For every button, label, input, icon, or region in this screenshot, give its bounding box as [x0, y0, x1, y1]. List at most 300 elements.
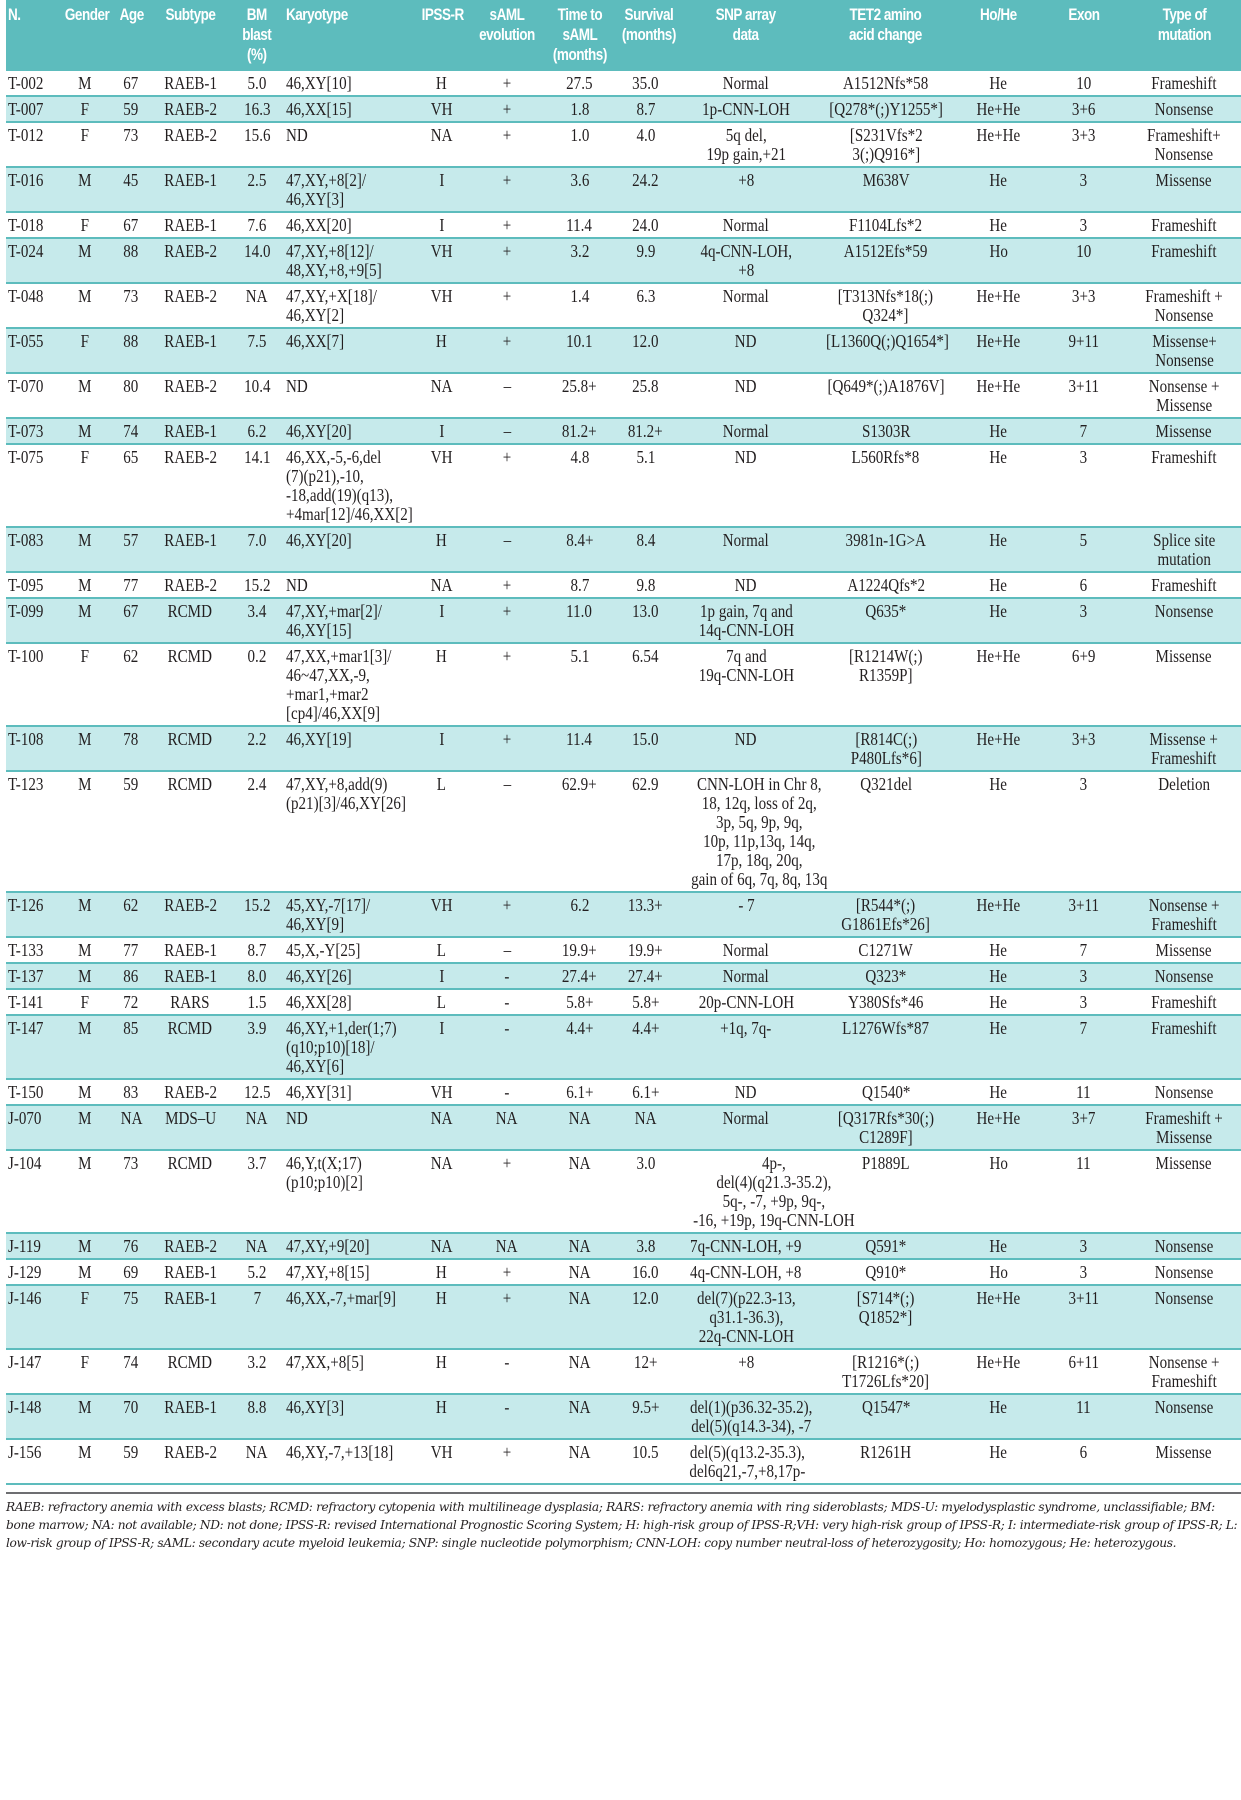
- cell-subtype: [151, 892, 230, 937]
- cell-value: J-129: [8, 1262, 42, 1282]
- cell-ipss-r: [415, 989, 469, 1015]
- cell-gender: [58, 122, 112, 167]
- cell-karyotype: [284, 726, 414, 771]
- cell-karyotype: [284, 283, 414, 328]
- cell-value: 57: [123, 530, 139, 550]
- cell-value: T-012: [8, 125, 44, 145]
- cell-value: 59: [123, 99, 139, 119]
- cell-karyotype: [284, 572, 414, 598]
- cell-value: T-002: [8, 73, 44, 93]
- cell-n: [6, 167, 58, 212]
- cell-karyotype: [284, 1233, 414, 1259]
- cell-value: Deletion: [1158, 774, 1210, 794]
- cell-survival: [614, 527, 678, 572]
- cell-value: Missense: [1155, 421, 1213, 441]
- cell-value: I: [439, 421, 445, 441]
- cell-n: [6, 122, 58, 167]
- cell-value: He: [989, 774, 1008, 794]
- cell-value: NA: [568, 1288, 591, 1308]
- table-row: [6, 1439, 1241, 1484]
- cell-survival: [614, 1394, 678, 1439]
- cell-age: [112, 1439, 151, 1484]
- cell-value: 10.1: [566, 331, 593, 351]
- cell-age: [112, 598, 151, 643]
- cell-subtype: [151, 373, 230, 418]
- cell-value: 76: [123, 1236, 139, 1256]
- cell-value: F: [80, 1352, 89, 1372]
- cell-type: [1127, 1439, 1241, 1484]
- cell-gender: [58, 1150, 112, 1233]
- cell-value: 46,XY[31]: [286, 1082, 353, 1102]
- cell-tet2: [814, 963, 957, 989]
- cell-value: RCMD: [168, 1153, 213, 1173]
- cell-bm-blast: [230, 1233, 285, 1259]
- cell-tet2: [814, 373, 957, 418]
- cell-value: +: [502, 170, 512, 190]
- cell-snp: [678, 572, 815, 598]
- cell-value: 45,XY,-7[17]/ 46,XY[9]: [286, 895, 371, 934]
- cell-value: 15.2: [243, 575, 271, 595]
- cell-snp: [678, 283, 815, 328]
- cell-tet2: [814, 1439, 957, 1484]
- cell-hohe: [957, 1439, 1040, 1484]
- cell-bm-blast: [230, 572, 285, 598]
- table-row: [6, 283, 1241, 328]
- cell-value: NA: [246, 1108, 268, 1128]
- cell-exon: [1040, 1349, 1127, 1394]
- cell-value: 10: [1076, 241, 1092, 261]
- cell-value: 5.8+: [632, 992, 660, 1012]
- cell-karyotype: [284, 892, 414, 937]
- cell-value: 6.1+: [632, 1082, 660, 1102]
- cell-snp: [678, 726, 815, 771]
- cell-value: 62: [123, 895, 139, 915]
- cell-value: T-099: [8, 601, 44, 621]
- cell-value: ND: [735, 575, 757, 595]
- cell-n: [6, 989, 58, 1015]
- cell-value: M: [77, 966, 92, 986]
- cell-gender: [58, 167, 112, 212]
- cell-type: [1127, 726, 1241, 771]
- cell-exon: [1040, 1285, 1127, 1349]
- cell-n: [6, 1394, 58, 1439]
- cell-value: 10.4: [243, 376, 271, 396]
- column-header-bm-blast: [230, 0, 285, 71]
- cell-value: VH: [430, 241, 453, 261]
- cell-ipss-r: [415, 1233, 469, 1259]
- cell-value: 3.2: [247, 1352, 267, 1372]
- column-header-label: BM blast (%): [242, 6, 272, 64]
- cell-value: 6+11: [1068, 1352, 1099, 1372]
- cell-karyotype: [284, 122, 414, 167]
- column-header-gender: [58, 0, 112, 71]
- cell-exon: [1040, 989, 1127, 1015]
- cell-exon: [1040, 1394, 1127, 1439]
- cell-value: RCMD: [168, 1018, 213, 1038]
- cell-bm-blast: [230, 1150, 285, 1233]
- cell-value: Nonsense: [1154, 1397, 1214, 1417]
- cell-bm-blast: [230, 527, 285, 572]
- cell-snp: [678, 771, 828, 892]
- cell-bm-blast: [230, 771, 285, 892]
- cell-hohe: [957, 238, 1040, 283]
- cell-bm-blast: [230, 328, 285, 373]
- cell-hohe: [957, 1105, 1040, 1150]
- cell-ipss-r: [415, 892, 469, 937]
- cell-ipss-r: [415, 418, 469, 444]
- cell-hohe: [957, 598, 1040, 643]
- cell-value: [T313Nfs*18(;) Q324*]: [838, 286, 934, 325]
- cell-tet2: [814, 238, 957, 283]
- cell-ipss-r: [415, 963, 469, 989]
- cell-survival: [614, 937, 678, 963]
- cell-value: –: [503, 376, 511, 396]
- cell-tet2: [814, 771, 957, 892]
- footnote: RAEB: refractory anemia with excess blasts; RCMD: refractory cytopenia with multilineage dysplasia; RARS: refractory anemia with ring sideroblasts; MDS-U: myelodysplastic syndrome, unclassifiable; BM: bone marrow; NA: not available; ND: not done; IPSS-R: revised International Prognostic Scoring System; H: high-risk group of IPSS-R;VH: very high-risk group of IPSS-R; I: intermediate-risk group of IPSS-R; L: low-risk group of IPSS-R; sAML: secondary acute myeloid leukemia; SNP: single nucleotide polymorphism; CNN-LOH: copy number neutral-loss of heterozygosity; Ho: homozygous; He: heterozygous.: [6, 1500, 1238, 1550]
- cell-karyotype: [284, 418, 414, 444]
- cell-value: RAEB-2: [163, 575, 217, 595]
- cell-subtype: [151, 167, 230, 212]
- cell-bm-blast: [230, 212, 285, 238]
- cell-value: –: [503, 940, 511, 960]
- cell-value: J-119: [8, 1236, 41, 1256]
- cell-snp: [678, 1394, 815, 1439]
- cell-value: RAEB-2: [163, 895, 217, 915]
- cell-age: [112, 418, 151, 444]
- cell-value: M: [77, 421, 92, 441]
- cell-value: T-100: [8, 646, 44, 666]
- cell-value: 13.3+: [628, 895, 664, 915]
- cell-value: 81.2+: [562, 421, 597, 441]
- cell-value: NA: [496, 1108, 518, 1128]
- cell-value: He: [989, 1397, 1008, 1417]
- cell-value: M: [77, 530, 92, 550]
- cell-value: 27.5: [566, 73, 593, 93]
- cell-survival: [614, 96, 678, 122]
- cell-hohe: [957, 726, 1040, 771]
- cell-age: [112, 572, 151, 598]
- cell-karyotype: [284, 1105, 414, 1150]
- cell-value: del(1)(p36.32-35.2), del(5)(q14.3-34), -7: [689, 1397, 813, 1436]
- cell-type: [1127, 937, 1241, 963]
- cell-gender: [58, 238, 112, 283]
- cell-value: 67: [123, 215, 139, 235]
- cell-value: A1512Efs*59: [844, 241, 928, 261]
- cell-value: 4.0: [636, 125, 656, 145]
- cell-survival: [614, 1105, 678, 1150]
- cell-value: 6+9: [1071, 646, 1096, 666]
- cell-value: 6.3: [636, 286, 656, 306]
- cell-value: 13.0: [632, 601, 659, 621]
- cell-karyotype: [284, 212, 414, 238]
- cell-value: RAEB-1: [163, 331, 217, 351]
- cell-value: +8: [738, 170, 755, 190]
- cell-value: Normal: [723, 421, 770, 441]
- cell-type: [1127, 1233, 1241, 1259]
- cell-value: VH: [430, 1082, 453, 1102]
- cell-subtype: [151, 96, 230, 122]
- cell-value: F: [80, 215, 89, 235]
- cell-value: 16.3: [243, 99, 271, 119]
- cell-value: 7: [1079, 940, 1088, 960]
- column-header-label: Survival (months): [621, 6, 676, 44]
- column-header-label: sAML evolution: [479, 6, 535, 44]
- cell-value: 73: [123, 1153, 139, 1173]
- cell-survival: [614, 238, 678, 283]
- cell-value: 67: [123, 601, 139, 621]
- table-row: [6, 328, 1241, 373]
- cell-value: Frameshift + Missense: [1145, 1108, 1223, 1147]
- column-header-subtype: [151, 0, 230, 71]
- cell-tet2: [814, 643, 957, 726]
- cell-value: 8.4+: [565, 530, 594, 550]
- cell-ipss-r: [415, 238, 469, 283]
- cell-value: 7.0: [247, 530, 267, 550]
- cell-type: [1127, 963, 1241, 989]
- cell-value: H: [436, 331, 448, 351]
- cell-value: VH: [430, 286, 453, 306]
- cell-value: 6.2: [570, 895, 589, 915]
- cell-value: -: [504, 1397, 510, 1417]
- cell-value: RAEB-2: [163, 376, 217, 396]
- cell-time-to-saml: [545, 71, 613, 96]
- column-header-label: Time to sAML (months): [553, 6, 608, 64]
- cell-karyotype: [284, 598, 414, 643]
- cell-value: 47,XY,+X[18]/ 46,XY[2]: [286, 286, 378, 325]
- tet2-mutation-table: [6, 0, 1241, 1485]
- cell-snp: [678, 1233, 815, 1259]
- cell-bm-blast: [230, 418, 285, 444]
- cell-value: [L1360Q(;)Q1654*]: [826, 331, 950, 351]
- cell-value: 12.5: [243, 1082, 271, 1102]
- cell-n: [6, 283, 58, 328]
- cell-value: M: [77, 1397, 92, 1417]
- cell-value: 62.9: [632, 774, 659, 794]
- cell-value: 47,XY,+8,add(9) (p21)[3]/46,XY[26]: [286, 774, 407, 813]
- cell-value: 7.6: [247, 215, 267, 235]
- column-header-label: Age: [119, 6, 144, 24]
- cell-value: T-083: [8, 530, 44, 550]
- cell-ipss-r: [415, 726, 469, 771]
- cell-age: [112, 643, 151, 726]
- cell-time-to-saml: [545, 444, 613, 527]
- table-row: [6, 71, 1241, 96]
- cell-n: [6, 418, 58, 444]
- cell-value: Normal: [723, 966, 770, 986]
- cell-bm-blast: [230, 1285, 285, 1349]
- cell-hohe: [957, 418, 1040, 444]
- cell-value: 3.9: [247, 1018, 267, 1038]
- cell-tet2: [814, 989, 957, 1015]
- column-header-label: Gender: [64, 6, 110, 24]
- cell-value: 62: [123, 646, 139, 666]
- cell-age: [112, 283, 151, 328]
- cell-value: 1p gain, 7q and 14q-CNN-LOH: [698, 601, 794, 640]
- cell-type: [1127, 418, 1241, 444]
- cell-subtype: [151, 71, 230, 96]
- cell-value: H: [436, 646, 448, 666]
- column-header-label: SNP array data: [716, 6, 777, 44]
- cell-subtype: [151, 418, 230, 444]
- cell-value: 46,XY[20]: [286, 421, 353, 441]
- cell-ipss-r: [415, 122, 469, 167]
- cell-snp: [678, 1105, 815, 1150]
- cell-karyotype: [284, 444, 414, 527]
- cell-ipss-r: [415, 373, 469, 418]
- cell-gender: [58, 96, 112, 122]
- cell-value: 2.5: [247, 170, 267, 190]
- cell-exon: [1040, 1233, 1127, 1259]
- cell-value: 72: [123, 992, 139, 1012]
- cell-karyotype: [284, 167, 414, 212]
- cell-bm-blast: [230, 598, 285, 643]
- cell-value: 1.5: [247, 992, 267, 1012]
- cell-value: 1.0: [570, 125, 589, 145]
- cell-subtype: [151, 963, 230, 989]
- cell-saml-evolution: [469, 238, 546, 283]
- table-row: [6, 1150, 1241, 1233]
- cell-value: 3+11: [1068, 1288, 1099, 1308]
- cell-value: 46,XX[7]: [286, 331, 345, 351]
- cell-value: 46,XY[19]: [286, 729, 353, 749]
- cell-value: NA: [634, 1108, 657, 1128]
- cell-value: S1303R: [861, 421, 911, 441]
- cell-value: RAEB-2: [163, 1442, 217, 1462]
- footnote-divider: [6, 1492, 1241, 1494]
- cell-age: [112, 212, 151, 238]
- cell-bm-blast: [230, 1105, 285, 1150]
- cell-gender: [58, 937, 112, 963]
- cell-value: M: [77, 774, 92, 794]
- cell-value: 3.0: [636, 1153, 656, 1173]
- cell-gender: [58, 212, 112, 238]
- cell-survival: [614, 1285, 678, 1349]
- cell-type: [1127, 1079, 1241, 1105]
- cell-value: 9.5+: [632, 1397, 660, 1417]
- cell-value: 19.9+: [628, 940, 664, 960]
- cell-exon: [1040, 418, 1127, 444]
- cell-value: P1889L: [861, 1153, 910, 1173]
- cell-gender: [58, 1079, 112, 1105]
- cell-saml-evolution: [469, 963, 546, 989]
- cell-subtype: [151, 328, 230, 373]
- cell-snp: [678, 1150, 855, 1233]
- cell-value: I: [439, 215, 445, 235]
- cell-value: H: [436, 1352, 448, 1372]
- cell-survival: [614, 1233, 678, 1259]
- cell-hohe: [957, 963, 1040, 989]
- cell-snp: [678, 328, 815, 373]
- table-row: [6, 989, 1241, 1015]
- column-header-snp: [678, 0, 815, 71]
- cell-value: He+He: [976, 729, 1021, 749]
- cell-saml-evolution: [469, 71, 546, 96]
- cell-value: 46,Y,t(X;17) (p10;p10)[2]: [286, 1153, 364, 1192]
- column-header-label: N.: [8, 6, 21, 24]
- cell-tet2: [814, 892, 957, 937]
- cell-saml-evolution: [469, 328, 546, 373]
- cell-snp: [678, 238, 815, 283]
- cell-ipss-r: [415, 1105, 469, 1150]
- cell-value: 8.7: [570, 575, 589, 595]
- cell-age: [112, 328, 151, 373]
- cell-hohe: [957, 212, 1040, 238]
- cell-n: [6, 1015, 58, 1079]
- cell-value: 83: [123, 1082, 139, 1102]
- cell-age: [112, 96, 151, 122]
- cell-value: - 7: [737, 895, 755, 915]
- cell-time-to-saml: [545, 1349, 613, 1394]
- cell-value: 35.0: [632, 73, 659, 93]
- cell-age: [112, 167, 151, 212]
- cell-survival: [614, 122, 678, 167]
- cell-exon: [1040, 238, 1127, 283]
- cell-n: [6, 937, 58, 963]
- cell-survival: [614, 643, 678, 726]
- cell-gender: [58, 328, 112, 373]
- cell-value: 3.8: [636, 1236, 656, 1256]
- cell-value: +: [502, 646, 512, 666]
- cell-value: T-018: [8, 215, 44, 235]
- column-header-type: [1127, 0, 1241, 71]
- cell-saml-evolution: [469, 373, 546, 418]
- cell-value: 47,XY,+8[12]/ 48,XY,+8,+9[5]: [286, 241, 383, 280]
- cell-value: 46,XX[15]: [286, 99, 353, 119]
- cell-value: +: [502, 73, 512, 93]
- cell-exon: [1040, 892, 1127, 937]
- cell-value: 27.4+: [562, 966, 597, 986]
- cell-value: 47,XY,+mar[2]/ 46,XY[15]: [286, 601, 383, 640]
- cell-age: [112, 989, 151, 1015]
- cell-hohe: [957, 444, 1040, 527]
- cell-type: [1127, 1259, 1241, 1285]
- cell-ipss-r: [415, 71, 469, 96]
- cell-hohe: [957, 1233, 1040, 1259]
- cell-value: 3: [1079, 992, 1088, 1012]
- cell-saml-evolution: [469, 283, 546, 328]
- cell-n: [6, 726, 58, 771]
- cell-value: Q591*: [865, 1236, 907, 1256]
- cell-value: ND: [735, 1082, 757, 1102]
- cell-age: [112, 1233, 151, 1259]
- cell-time-to-saml: [545, 771, 613, 892]
- cell-gender: [58, 373, 112, 418]
- cell-bm-blast: [230, 283, 285, 328]
- cell-tet2: [814, 726, 957, 771]
- cell-value: 46,XY[20]: [286, 530, 353, 550]
- cell-subtype: [151, 989, 230, 1015]
- cell-ipss-r: [415, 643, 469, 726]
- cell-time-to-saml: [545, 418, 613, 444]
- cell-value: J-104: [8, 1153, 42, 1173]
- cell-exon: [1040, 643, 1127, 726]
- cell-subtype: [151, 1439, 230, 1484]
- cell-value: Missense: [1155, 646, 1213, 666]
- cell-value: T-055: [8, 331, 44, 351]
- cell-value: 4q-CNN-LOH, +8: [700, 241, 792, 280]
- cell-tet2: [814, 444, 957, 527]
- cell-subtype: [151, 283, 230, 328]
- cell-snp: [678, 598, 815, 643]
- cell-gender: [58, 527, 112, 572]
- cell-n: [6, 572, 58, 598]
- cell-value: A1512Nfs*58: [843, 73, 929, 93]
- cell-value: 6: [1079, 575, 1088, 595]
- table-row: [6, 937, 1241, 963]
- cell-value: 6.54: [632, 646, 659, 666]
- cell-value: J-070: [8, 1108, 42, 1128]
- cell-snp: [678, 373, 815, 418]
